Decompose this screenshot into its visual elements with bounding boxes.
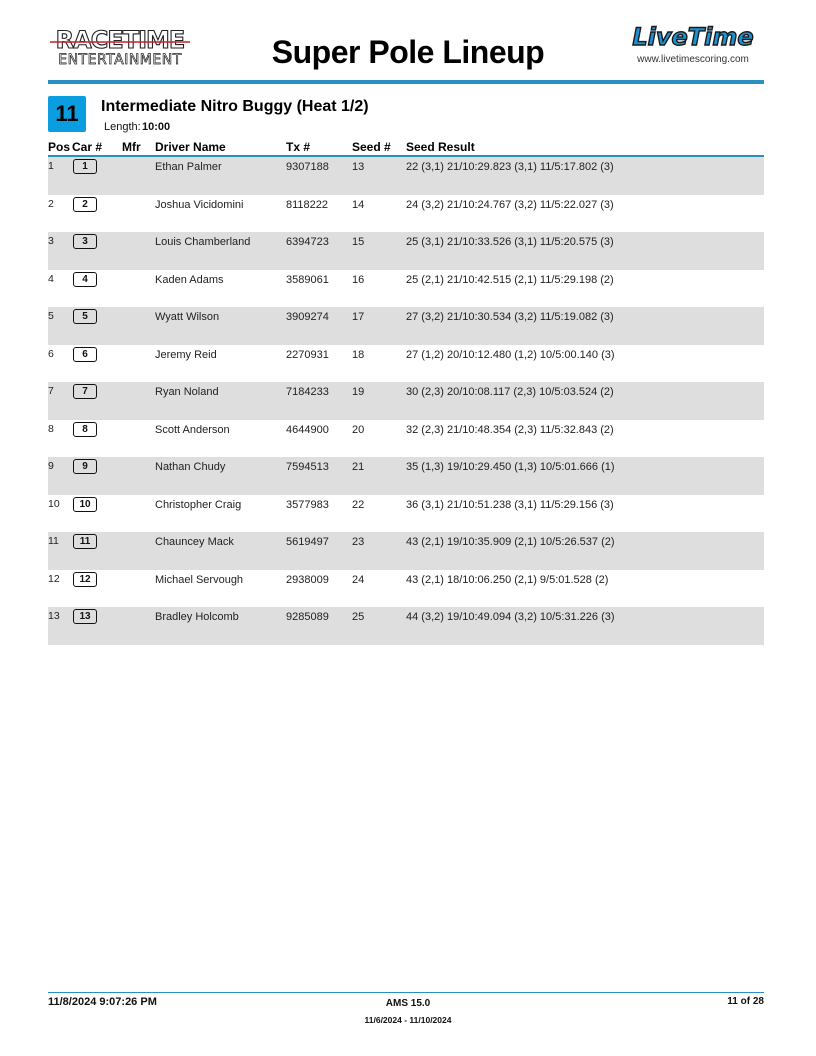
race-number-badge: 11 [48,96,86,132]
table-row [48,232,764,270]
row-driver: Bradley Holcomb [155,611,239,623]
site-url: www.livetimescoring.com [637,54,749,65]
car-number-badge: 3 [73,234,97,249]
row-driver: Chauncey Mack [155,536,234,548]
row-tx: 8118222 [286,198,329,211]
header-divider [48,80,764,84]
table-row [48,307,764,345]
row-result: 43 (2,1) 19/10:35.909 (2,1) 10/5:26.537 (2) [406,536,615,548]
table-row [48,532,764,570]
table-row [48,420,764,458]
row-driver: Kaden Adams [155,273,224,286]
row-pos: 13 [48,610,60,622]
footer-divider [48,992,764,993]
row-driver: Michael Servough [155,573,244,586]
row-pos: 10 [48,497,60,510]
row-seed: 23 [352,536,365,548]
row-pos: 8 [48,422,54,435]
car-number-badge: 10 [73,497,97,512]
table-row [48,570,764,608]
row-driver: Christopher Craig [155,498,242,511]
car-number-badge: 8 [73,422,97,437]
car-number-badge: 7 [73,384,97,399]
row-seed: 14 [352,198,365,211]
row-pos: 1 [48,160,54,172]
table-row [48,157,764,195]
row-pos: 12 [48,572,60,585]
row-seed: 13 [352,161,365,173]
row-result: 24 (3,2) 21/10:24.767 (3,2) 11/5:22.027 (3) [406,198,614,211]
table-row [48,607,764,645]
row-result: 25 (2,1) 21/10:42.515 (2,1) 11/5:29.198 (2) [406,273,614,286]
row-pos: 9 [48,460,54,472]
row-seed: 21 [352,461,365,473]
row-seed: 24 [352,573,365,586]
row-driver: Ethan Palmer [155,161,222,173]
page-title: Super Pole Lineup [271,34,545,70]
col-header-pos: Pos [48,140,71,154]
car-number-badge: 6 [73,347,97,362]
row-pos: 6 [48,347,54,360]
row-seed: 15 [352,236,365,248]
footer-event: AMS 15.0 [385,998,431,1009]
row-result: 27 (1,2) 20/10:12.480 (1,2) 10/5:00.140 (3) [406,348,615,361]
row-pos: 7 [48,385,54,397]
car-number-badge: 12 [73,572,97,587]
race-name: Intermediate Nitro Buggy (Heat 1/2) [101,98,369,115]
row-result: 43 (2,1) 18/10:06.250 (2,1) 9/5:01.528 (2) [406,573,609,586]
row-tx: 9307188 [286,161,329,173]
row-driver: Ryan Noland [155,386,219,398]
row-driver: Joshua Vicidomini [155,198,244,211]
footer-page-number: 11 of 28 [727,996,764,1007]
row-tx: 5619497 [286,536,329,548]
row-seed: 25 [352,611,365,623]
row-result: 35 (1,3) 19/10:29.450 (1,3) 10/5:01.666 (1) [406,461,615,473]
row-tx: 2938009 [286,573,329,586]
logo-right-text: LiveTime [632,24,754,50]
row-tx: 3577983 [286,498,329,511]
row-tx: 3589061 [286,273,329,286]
row-seed: 16 [352,273,365,286]
car-number-badge: 13 [73,609,97,624]
row-tx: 4644900 [286,423,329,436]
row-driver: Louis Chamberland [155,236,251,248]
livetime-logo [622,24,764,50]
col-header-car: Car # [72,140,103,154]
row-driver: Scott Anderson [155,423,230,436]
table-row [48,270,764,308]
car-number-badge: 9 [73,459,97,474]
table-row [48,457,764,495]
car-number-badge: 4 [73,272,97,287]
col-header-driver: Driver Name [155,140,226,154]
row-seed: 17 [352,311,365,323]
row-tx: 7594513 [286,461,329,473]
footer-dates: 11/6/2024 - 11/10/2024 [364,1015,452,1025]
logo-left-bottom-text: ENTERTAINMENT [58,52,182,68]
col-header-tx: Tx # [286,140,311,154]
row-tx: 6394723 [286,236,329,248]
row-result: 22 (3,1) 21/10:29.823 (3,1) 11/5:17.802 (3) [406,161,614,173]
table-row [48,345,764,383]
row-driver: Wyatt Wilson [155,311,220,323]
row-pos: 3 [48,235,54,247]
row-result: 27 (3,2) 21/10:30.534 (3,2) 11/5:19.082 (3) [406,311,614,323]
lineup-table [48,157,764,645]
row-tx: 7184233 [286,386,329,398]
row-tx: 3909274 [286,311,329,323]
table-row [48,495,764,533]
row-driver: Nathan Chudy [155,461,226,473]
row-pos: 4 [48,272,54,285]
table-row [48,382,764,420]
table-row [48,195,764,233]
car-number-badge: 1 [73,159,97,174]
row-seed: 19 [352,386,365,398]
col-header-mfr: Mfr [122,140,141,154]
col-header-seed: Seed # [352,140,391,154]
row-pos: 5 [48,310,54,322]
race-length-label: Length: [104,121,141,133]
row-seed: 22 [352,498,365,511]
row-result: 25 (3,1) 21/10:33.526 (3,1) 11/5:20.575 (3) [406,236,614,248]
race-length-value: 10:00 [142,121,171,133]
logo-left-top-text: RACETIME [55,26,185,54]
row-result: 36 (3,1) 21/10:51.238 (3,1) 11/5:29.156 (3) [406,498,614,511]
col-header-result: Seed Result [406,140,475,154]
row-result: 32 (2,3) 21/10:48.354 (2,3) 11/5:32.843 (2) [406,423,614,436]
row-result: 30 (2,3) 20/10:08.117 (2,3) 10/5:03.524 (2) [406,386,614,398]
row-pos: 2 [48,197,54,210]
car-number-badge: 5 [73,309,97,324]
row-seed: 20 [352,423,365,436]
footer-datetime: 11/8/2024 9:07:26 PM [48,996,157,1008]
row-seed: 18 [352,348,365,361]
row-pos: 11 [48,535,59,547]
row-result: 44 (3,2) 19/10:49.094 (3,2) 10/5:31.226 (3) [406,611,615,623]
row-driver: Jeremy Reid [155,348,217,361]
car-number-badge: 2 [73,197,97,212]
row-tx: 9285089 [286,611,329,623]
row-tx: 2270931 [286,348,329,361]
car-number-badge: 11 [73,534,97,549]
